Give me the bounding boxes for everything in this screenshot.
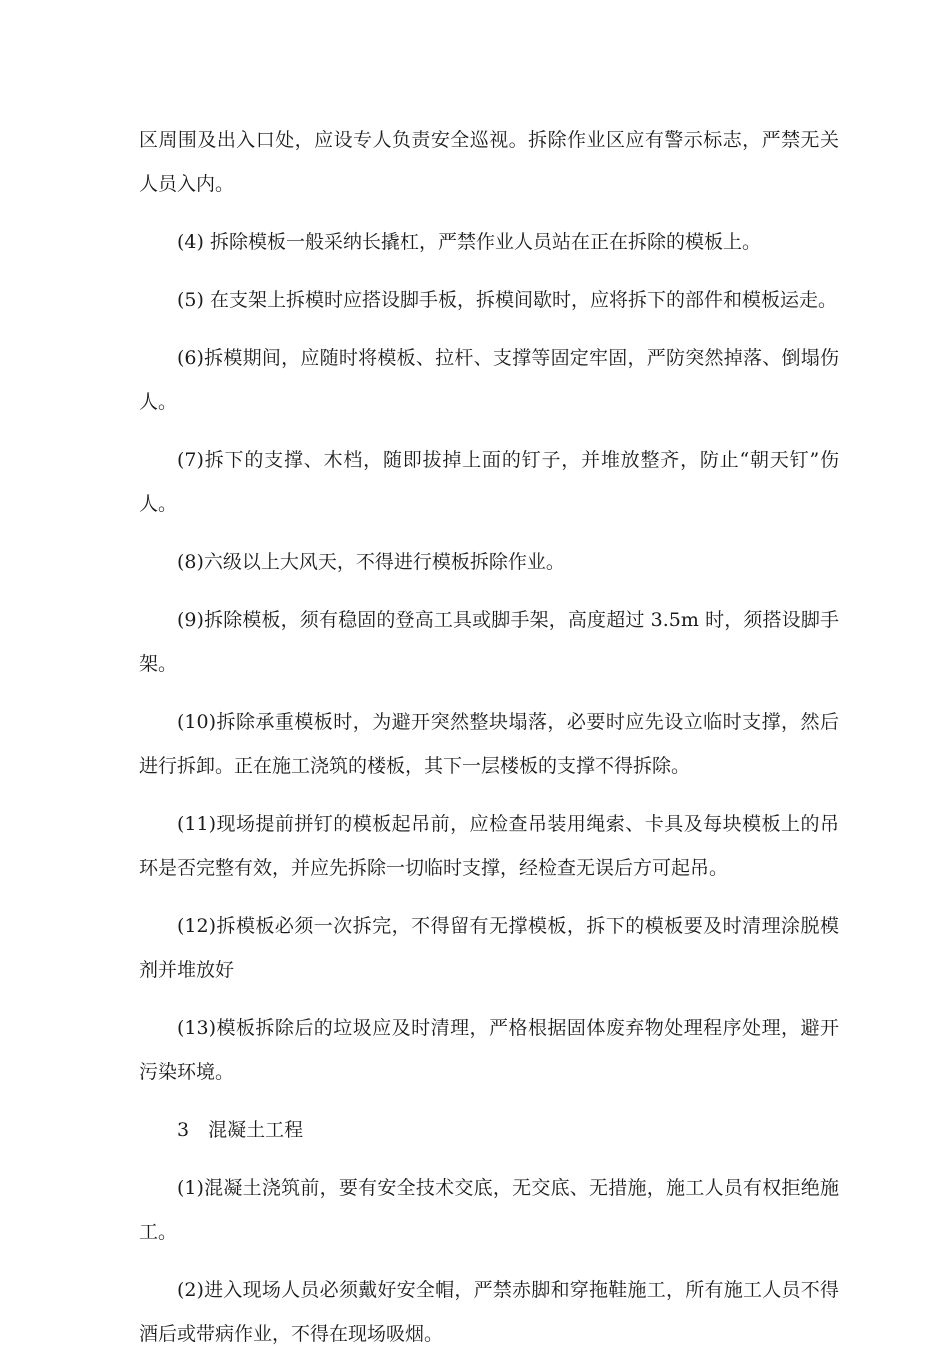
paragraph-continuation: 区周围及出入口处，应设专人负责安全巡视。拆除作业区应有警示标志，严禁无关人员入内。: [139, 129, 839, 195]
paragraph-item-7: (7)拆下的支撑、木档，随即拔掉上面的钉子，并堆放整齐，防止“朝天钉”伤人。: [139, 449, 839, 515]
paragraph-item-13: (13)模板拆除后的垃圾应及时清理，严格根据固体废弃物处理程序处理，避开污染环境。: [139, 1017, 839, 1083]
paragraph-item-11: (11)现场提前拼钉的模板起吊前，应检查吊装用绳索、卡具及每块模板上的吊环是否完整有效，并应先拆除一切临时支撑，经检查无误后方可起吊。: [139, 813, 839, 879]
section-paragraph-1: (1)混凝土浇筑前，要有安全技术交底，无交底、无措施，施工人员有权拒绝施工。: [139, 1177, 839, 1243]
section-paragraph-2: (2)进入现场人员必须戴好安全帽，严禁赤脚和穿拖鞋施工，所有施工人员不得酒后或带病作业，不得在现场吸烟。: [139, 1279, 839, 1345]
document-body: [139, 118, 839, 1370]
paragraph-item-5: (5) 在支架上拆模时应搭设脚手板，拆模间歇时，应将拆下的部件和模板运走。: [177, 289, 837, 311]
section-heading: 3 混凝土工程: [177, 1119, 304, 1141]
paragraph-item-6: (6)拆模期间，应随时将模板、拉杆、支撑等固定牢固，严防突然掉落、倒塌伤人。: [139, 347, 839, 413]
paragraph-item-4: (4) 拆除模板一般采纳长撬杠，严禁作业人员站在正在拆除的模板上。: [177, 231, 761, 253]
paragraph-item-12: (12)拆模板必须一次拆完，不得留有无撑模板，拆下的模板要及时清理涂脱模剂并堆放好: [139, 915, 839, 981]
paragraph-item-9: (9)拆除模板，须有稳固的登高工具或脚手架，高度超过 3.5m 时，须搭设脚手架。: [139, 609, 839, 675]
paragraph-item-10: (10)拆除承重模板时，为避开突然整块塌落，必要时应先设立临时支撑，然后进行拆卸。正在施工浇筑的楼板，其下一层楼板的支撑不得拆除。: [139, 711, 839, 777]
paragraph-item-8: (8)六级以上大风天，不得进行模板拆除作业。: [177, 551, 565, 573]
